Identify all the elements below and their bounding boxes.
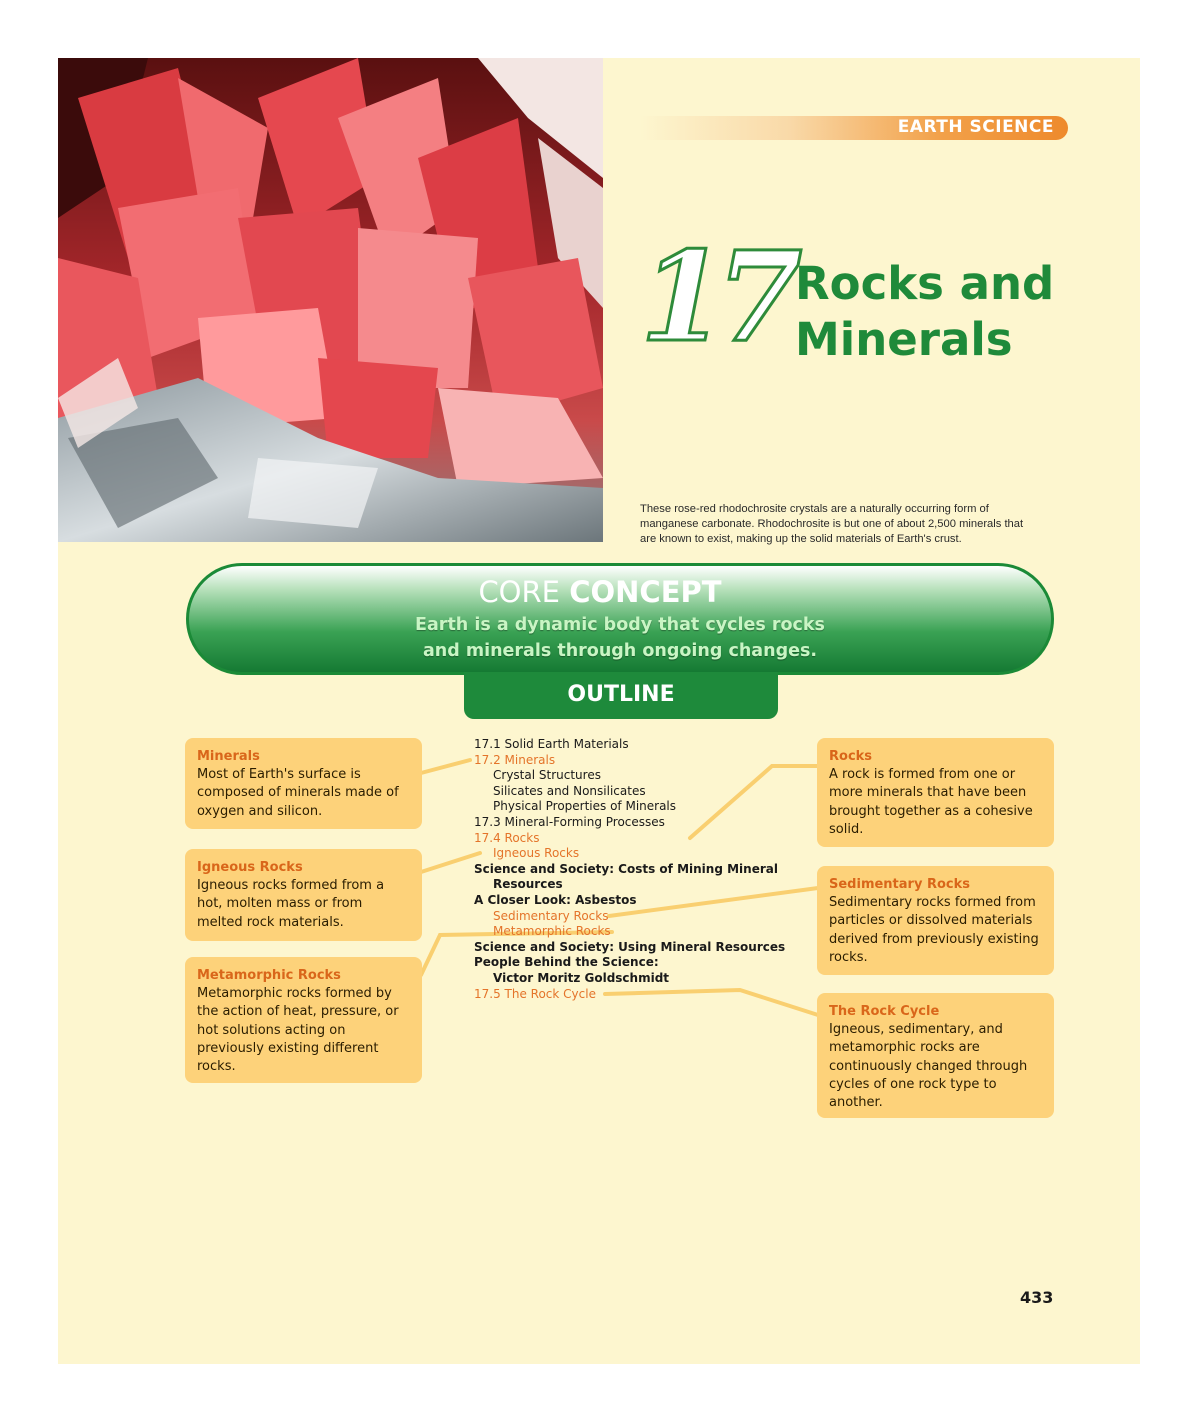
toc-item: 17.4 Rocks [474, 830, 540, 845]
rocks-box [817, 738, 1054, 847]
box-text: Igneous, sedimentary, and metamorphic rocks are continuously changed through cycles of one rock type to another. [829, 1022, 1028, 1111]
toc-item: 17.1 Solid Earth Materials [474, 737, 629, 751]
box-title: Minerals [197, 749, 260, 764]
outline-list [474, 737, 785, 1002]
toc-item: A Closer Look: Asbestos [474, 892, 637, 907]
box-text: Most of Earth's surface is composed of minerals made of oxygen and silicon. [197, 767, 399, 819]
toc-item: Resources [493, 877, 563, 892]
minerals-box [185, 738, 422, 829]
rock-cycle-box [817, 993, 1054, 1118]
page-number: 433 [1020, 1288, 1054, 1307]
box-title: Igneous Rocks [197, 860, 303, 875]
chapter-title-line2: Minerals [795, 313, 1013, 366]
igneous-rocks-box [185, 849, 422, 941]
box-title: Metamorphic Rocks [197, 968, 341, 983]
toc-item: Science and Society: Using Mineral Resources [474, 939, 786, 954]
photo-caption: These rose-red rhodochrosite crystals are a naturally occurring form of manganese carbonate. Rhodochrosite is but one of about 2,500 minerals that are known to exist, making up the solid materials of Earth's crust. [640, 503, 1024, 545]
sedimentary-rocks-box [817, 866, 1054, 975]
concept-label: CONCEPT [569, 575, 722, 609]
toc-item: 17.2 Minerals [474, 752, 556, 767]
toc-item: People Behind the Science: [474, 955, 659, 970]
box-title: Rocks [829, 749, 873, 764]
toc-item: Silicates and Nonsilicates [493, 783, 646, 798]
toc-item: Igneous Rocks [493, 846, 580, 861]
box-text: Sedimentary rocks formed from particles or dissolved materials derived from previously existing rocks. [829, 895, 1039, 965]
toc-item: Metamorphic Rocks [493, 924, 611, 939]
toc-item: Science and Society: Costs of Mining Mineral [474, 861, 778, 876]
core-concept-line1: Earth is a dynamic body that cycles rocks [415, 615, 825, 635]
box-text: A rock is formed from one or more minerals that have been brought together as a cohesive solid. [829, 767, 1033, 837]
box-text: Igneous rocks formed from a hot, molten mass or from melted rock materials. [197, 878, 385, 930]
toc-item: Victor Moritz Goldschmidt [493, 970, 670, 985]
toc-item: Physical Properties of Minerals [493, 799, 677, 814]
toc-item: 17.5 The Rock Cycle [474, 986, 596, 1001]
core-concept-line2: and minerals through ongoing changes. [422, 641, 818, 661]
toc-item: 17.3 Mineral-Forming Processes [474, 814, 665, 829]
chapter-title-line1: Rocks and [795, 257, 1055, 310]
toc-item: Crystal Structures [493, 768, 601, 783]
chapter-number: 17 [640, 225, 793, 370]
toc-item: Sedimentary Rocks [493, 908, 609, 923]
section-label: EARTH SCIENCE [897, 117, 1054, 137]
box-title: Sedimentary Rocks [829, 877, 970, 892]
box-text: Metamorphic rocks formed by the action of heat, pressure, or hot solutions acting on previously existing different rocks. [197, 986, 399, 1075]
metamorphic-rocks-box [185, 957, 422, 1083]
outline-tab: OUTLINE [464, 672, 778, 719]
box-title: The Rock Cycle [829, 1004, 940, 1019]
core-label: CORE [478, 575, 560, 609]
